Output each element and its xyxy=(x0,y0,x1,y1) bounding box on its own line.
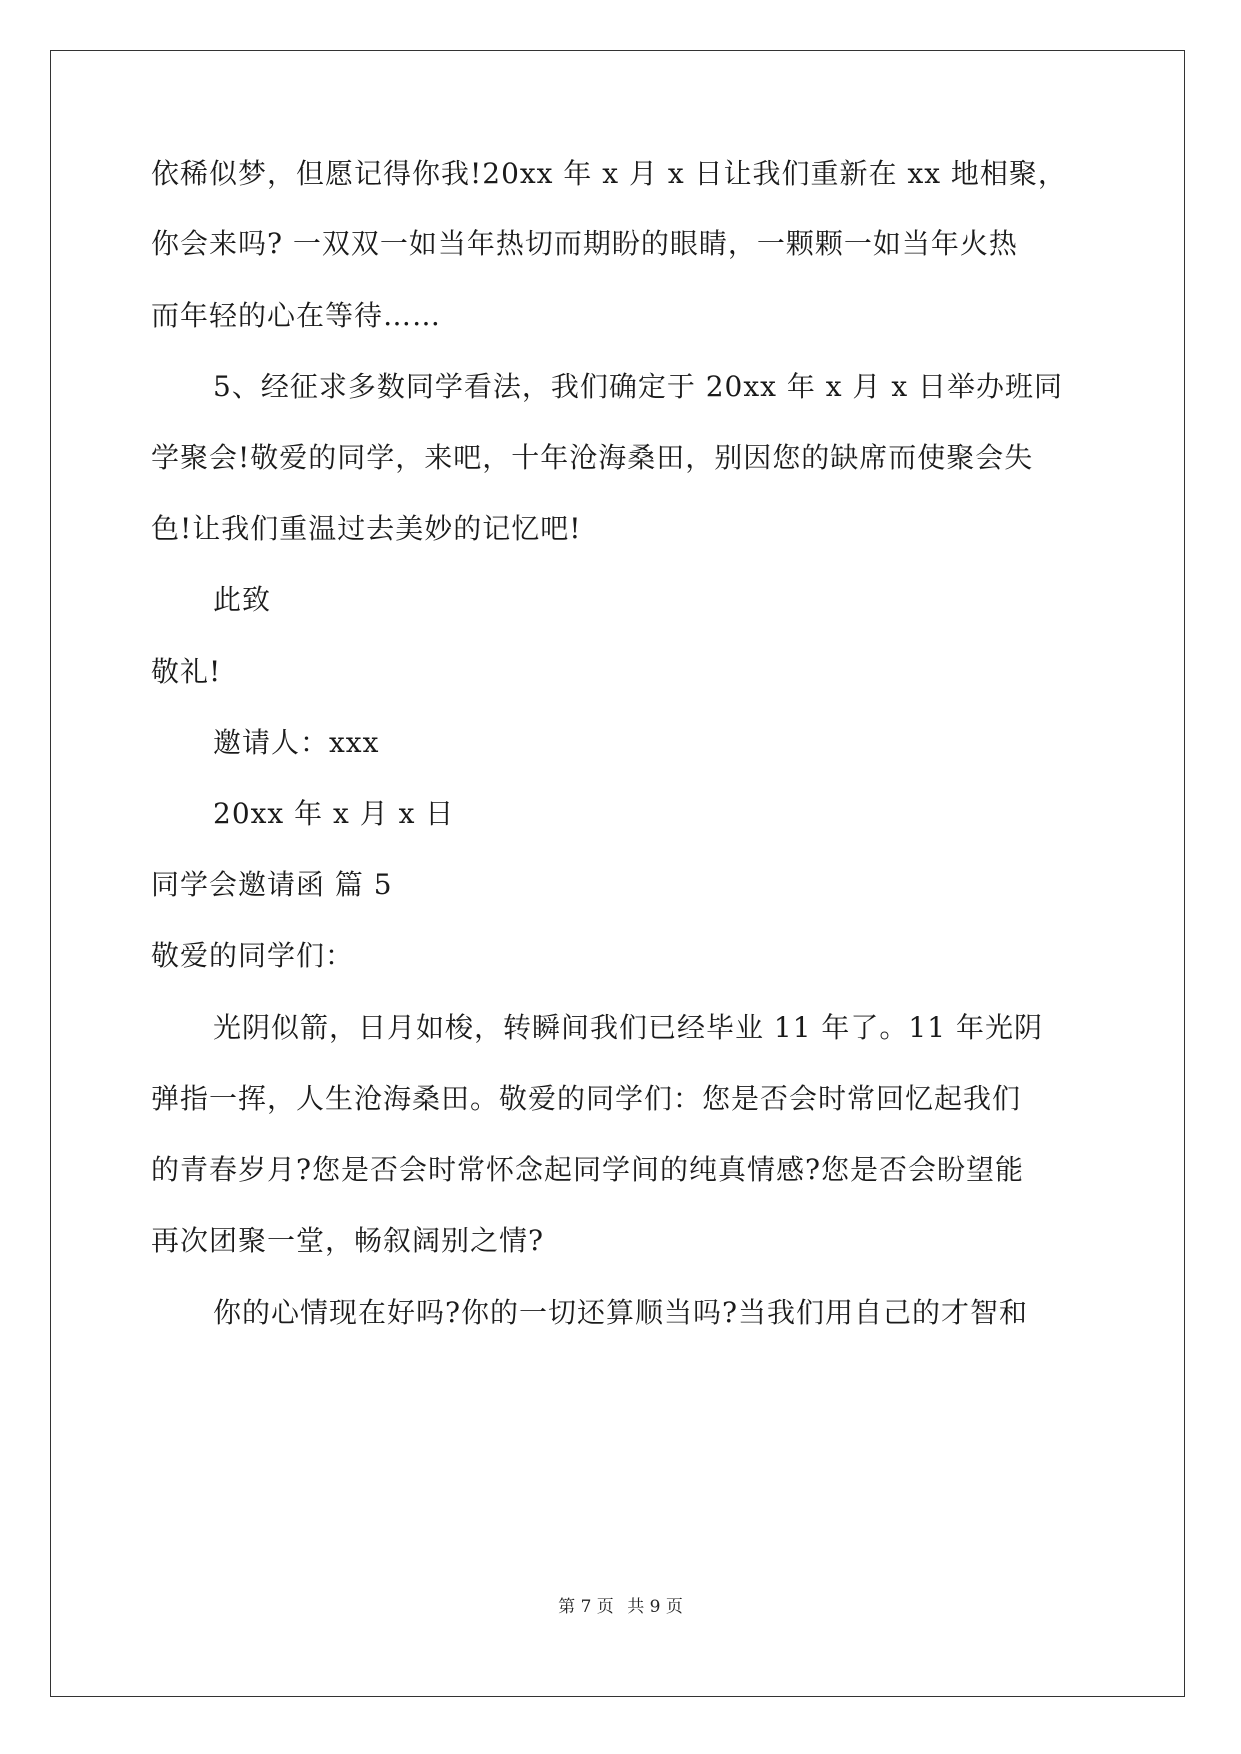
total-page-count: 共 9 页 xyxy=(627,1597,683,1617)
text-line: 你会来吗? 一双双一如当年热切而期盼的眼睛，一颗颗一如当年火热 xyxy=(151,227,1018,260)
section-heading: 同学会邀请函 篇 5 xyxy=(151,868,393,901)
text-line: 学聚会!敬爱的同学，来吧，十年沧海桑田，别因您的缺席而使聚会失 xyxy=(151,441,1034,474)
date-line: 20xx 年 x 月 x 日 xyxy=(213,797,455,830)
text-line: 再次团聚一堂，畅叙阔别之情? xyxy=(151,1224,545,1257)
closing-salutation: 此致 xyxy=(213,583,272,616)
inviter-line: 邀请人：xxx xyxy=(213,726,380,759)
current-page-number: 第 7 页 xyxy=(558,1597,614,1617)
text-line: 弹指一挥，人生沧海桑田。敬爱的同学们：您是否会时常回忆起我们 xyxy=(151,1082,1022,1115)
text-line: 的青春岁月?您是否会时常怀念起同学间的纯真情感?您是否会盼望能 xyxy=(151,1153,1025,1186)
greeting-line: 敬爱的同学们： xyxy=(151,939,355,972)
closing-regards: 敬礼! xyxy=(151,655,222,688)
page-footer xyxy=(0,1596,1241,1618)
paragraph-start-line: 你的心情现在好吗?你的一切还算顺当吗?当我们用自己的才智和 xyxy=(213,1296,1029,1329)
text-line: 而年轻的心在等待…… xyxy=(151,299,442,332)
text-line: 色!让我们重温过去美妙的记忆吧! xyxy=(151,512,582,545)
text-line: 依稀似梦，但愿记得你我!20xx 年 x 月 x 日让我们重新在 xx 地相聚， xyxy=(151,157,1067,190)
paragraph-start-line: 光阴似箭，日月如梭，转瞬间我们已经毕业 11 年了。11 年光阴 xyxy=(213,1011,1043,1044)
paragraph-start-line: 5、经征求多数同学看法，我们确定于 20xx 年 x 月 x 日举办班同 xyxy=(213,370,1064,403)
